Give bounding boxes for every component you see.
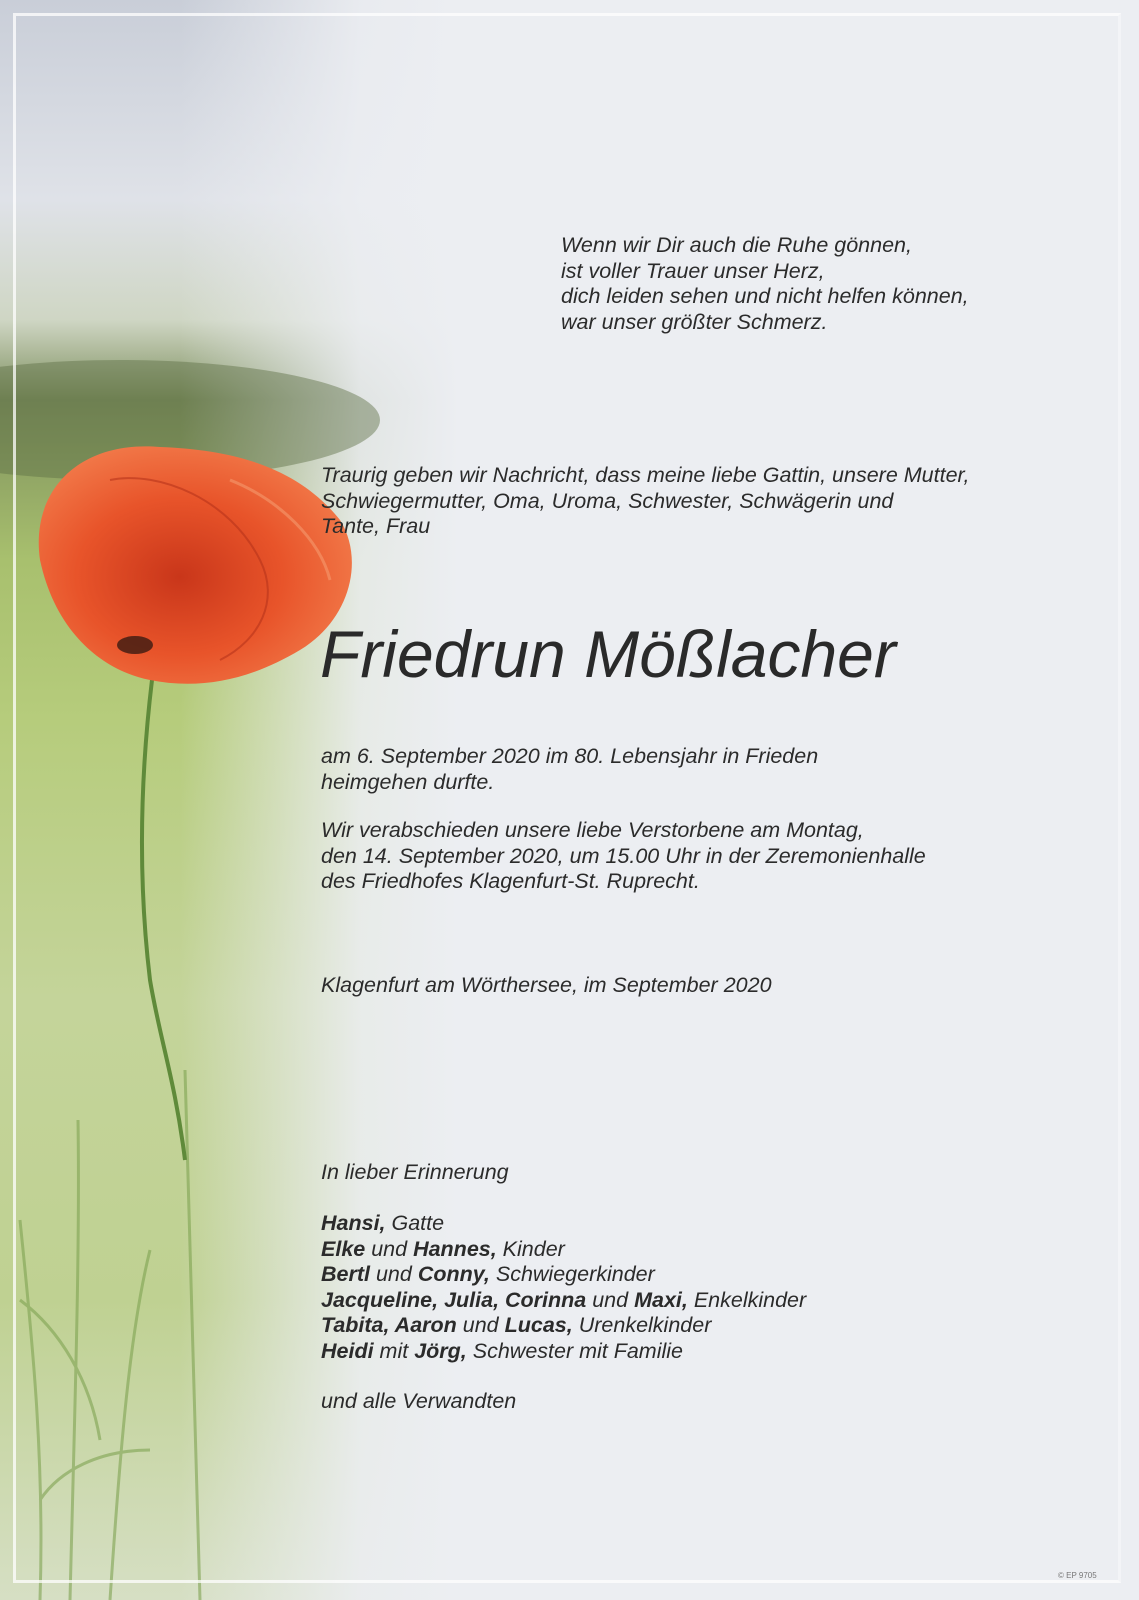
family-relation-text: Enkelkinder [687, 1287, 807, 1312]
intro-text [321, 463, 970, 540]
funeral-line: Wir verabschieden unsere liebe Verstorbene am Montag, [321, 818, 864, 842]
funeral-notice [321, 818, 926, 895]
poem-verse [561, 233, 969, 335]
family-row [321, 1288, 806, 1314]
family-member-name: Lucas, [504, 1313, 573, 1337]
relatives-line: und alle Verwandten [321, 1389, 517, 1413]
place-and-date: Klagenfurt am Wörthersee, im September 2020 [321, 973, 772, 997]
family-row [321, 1262, 806, 1288]
intro-line: Traurig geben wir Nachricht, dass meine liebe Gattin, unsere Mutter, [321, 463, 970, 487]
intro-line: Tante, Frau [321, 514, 431, 538]
family-relation-text: mit [373, 1338, 415, 1363]
poem-line: Wenn wir Dir auch die Ruhe gönnen, [561, 233, 912, 257]
death-notice [321, 744, 818, 795]
funeral-line: des Friedhofes Klagenfurt-St. Ruprecht. [321, 869, 700, 893]
funeral-line: den 14. September 2020, um 15.00 Uhr in der Zeremonienhalle [321, 843, 926, 868]
family-member-name: Heidi [321, 1338, 374, 1363]
intro-line: Schwiegermutter, Oma, Uroma, Schwester, Schwägerin und [321, 488, 894, 513]
family-member-name: Bertl [321, 1262, 370, 1286]
poem-line: dich leiden sehen und nicht helfen können, [561, 284, 969, 308]
deceased-name: Friedrun Mößlacher [320, 617, 896, 691]
family-row [321, 1339, 806, 1365]
family-member-name: Hansi, [321, 1211, 386, 1235]
family-list [321, 1211, 806, 1364]
memory-heading: In lieber Erinnerung [321, 1160, 509, 1184]
family-member-name: Jörg, [414, 1338, 467, 1363]
family-row [321, 1313, 806, 1339]
family-row [321, 1211, 806, 1237]
family-relation-text: und [586, 1287, 635, 1312]
family-member-name: Hannes, [413, 1236, 497, 1261]
family-member-name: Tabita, Aaron [321, 1313, 457, 1337]
poem-line: ist voller Trauer unser Herz, [561, 258, 825, 283]
family-member-name: Elke [321, 1236, 366, 1261]
family-row [321, 1237, 806, 1263]
family-relation-text: Kinder [496, 1236, 565, 1261]
family-member-name: Jacqueline, Julia, Corinna [321, 1287, 587, 1312]
poem-line: war unser größter Schmerz. [561, 309, 828, 334]
family-relation-text: Schwiegerkinder [489, 1262, 655, 1286]
family-relation-text: Gatte [385, 1211, 445, 1235]
family-member-name: Maxi, [634, 1287, 688, 1312]
family-relation-text: und [369, 1262, 418, 1286]
family-relation-text: und [456, 1313, 505, 1337]
print-code: © EP 9705 [1058, 1571, 1097, 1580]
family-relation-text: Schwester mit Familie [466, 1338, 684, 1363]
family-member-name: Conny, [417, 1262, 490, 1286]
death-line: am 6. September 2020 im 80. Lebensjahr in Frieden [321, 744, 819, 768]
family-relation-text: und [365, 1236, 414, 1261]
death-line: heimgehen durfte. [321, 769, 495, 794]
family-relation-text: Urenkelkinder [572, 1313, 712, 1337]
